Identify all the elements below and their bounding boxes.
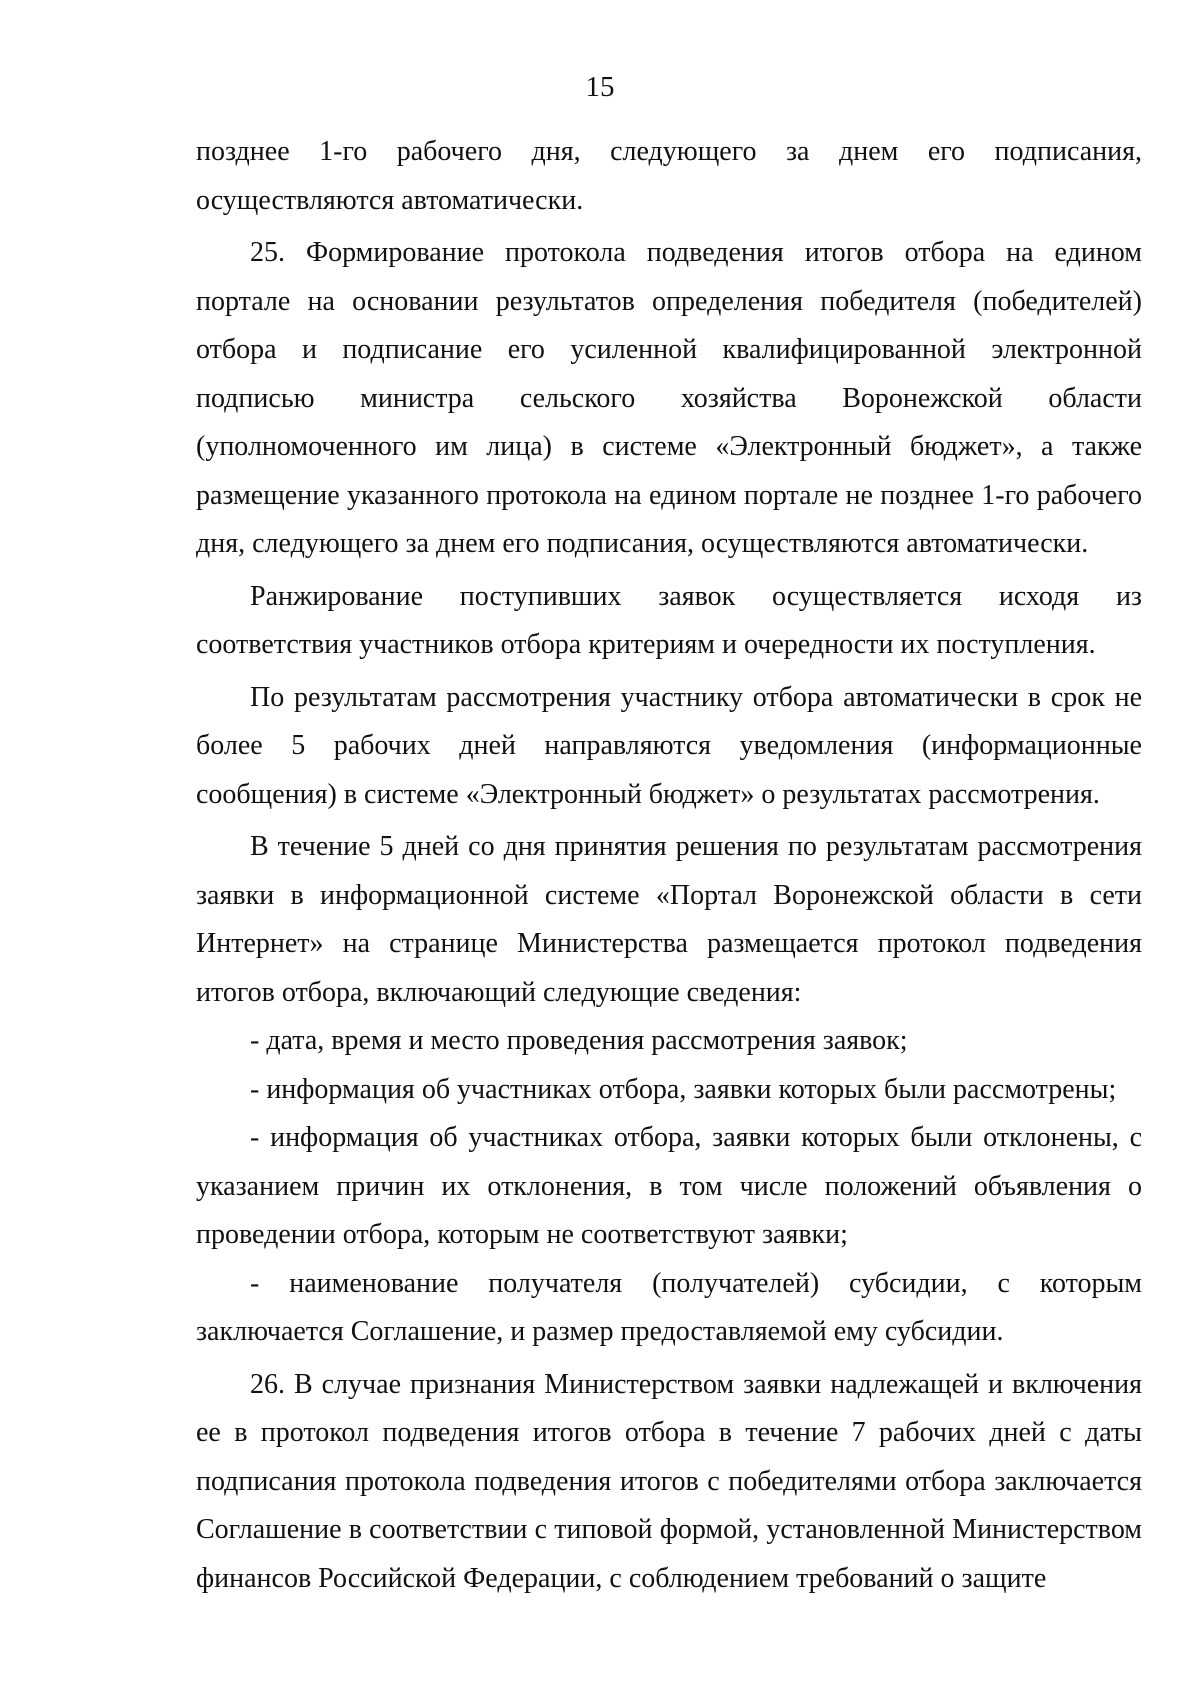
document-body <box>196 128 1142 1603</box>
list-item-date: - дата, время и место проведения рассмотрения заявок; <box>250 1025 908 1056</box>
paragraph-ranking: Ранжирование поступивших заявок осуществляется исходя из соответствия участников отбора критериям и очередности их поступления. <box>196 580 1142 660</box>
paragraph-protocol: В течение 5 дней со дня принятия решения по результатам рассмотрения заявки в информационной системе «Портал Воронежской области в сети Интернет» на странице Министерства размещается протокол подведения итогов отбора, включающий следующие сведения: <box>196 831 1142 1008</box>
paragraph-continuation: позднее 1-го рабочего дня, следующего за днем его подписания, осуществляются автоматически. <box>196 136 1142 216</box>
paragraph-25: 25. Формирование протокола подведения итогов отбора на едином портале на основании результатов определения победителя (победителей) отбора и подписание его усиленной квалифицированной электронной подписью министра сельского хозяйства Воронежской области (уполномоченного им лица) в системе «Электронный бюджет», а также размещение указанного протокола на едином портале не позднее 1-го рабочего дня, следующего за днем его подписания, осуществляются автоматически. <box>196 237 1142 559</box>
list-item-reviewed: - информация об участниках отбора, заявки которых были рассмотрены; <box>250 1073 1117 1105</box>
list-item-recipient: - наименование получателя (получателей) субсидии, с которым заключается Соглашение, и размер предоставляемой ему субсидии. <box>196 1267 1142 1347</box>
page-number: 15 <box>585 71 615 103</box>
paragraph-notification: По результатам рассмотрения участнику отбора автоматически в срок не более 5 рабочих дней направляются уведомления (информационные сообщения) в системе «Электронный бюджет» о результатах рассмотрения. <box>196 681 1142 810</box>
list-item-rejected: - информация об участниках отбора, заявки которых были отклонены, с указанием причин их отклонения, в том числе положений объявления о проведении отбора, которым не соответствуют заявки; <box>196 1122 1142 1250</box>
paragraph-26: 26. В случае признания Министерством заявки надлежащей и включения ее в протокол подведения итогов отбора в течение 7 рабочих дней с даты подписания протокола подведения итогов с победителями отбора заключается Соглашение в соответствии с типовой формой, установленной Министерством финансов Российской Федерации, с соблюдением требований о защите <box>196 1368 1142 1594</box>
